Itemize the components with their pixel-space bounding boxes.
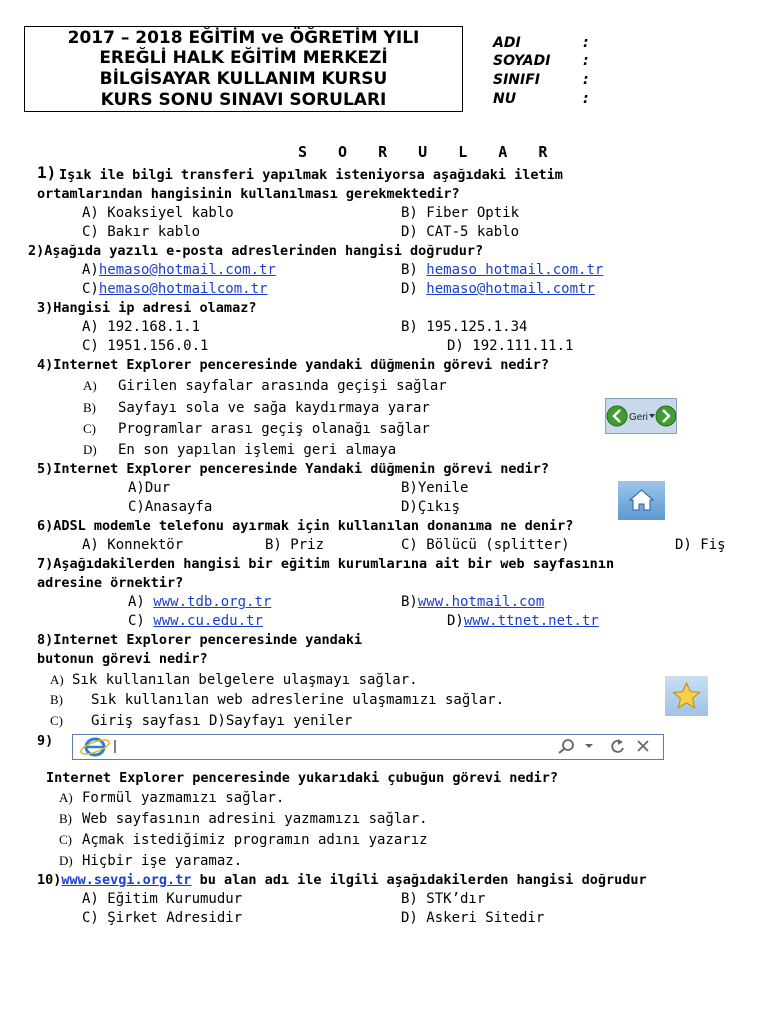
field-number-label: NU [493, 91, 517, 107]
q6-option-d: D) Fiş [675, 537, 726, 553]
q9-option-c: Açmak istediğimiz programın adını yazarız [82, 832, 428, 848]
q8-text-line2: butonun görevi nedir? [37, 651, 208, 667]
q4-a-letter: A) [83, 378, 97, 393]
q10-option-b: B) STK’dır [401, 891, 486, 907]
q4-option-b: Sayfayı sola ve sağa kaydırmaya yarar [118, 400, 430, 416]
q6-option-b: B) Priz [265, 537, 325, 553]
q3-option-a: A) 192.168.1.1 [82, 319, 201, 335]
q7-d-prefix: D) [447, 613, 464, 629]
q10-option-c: C) Şirket Adresidir [82, 910, 243, 926]
q1-text-line2: ortamlarından hangisinin kullanılması gerekmektedir? [37, 186, 460, 202]
q2-option-b [401, 261, 603, 279]
q1-text-line1: Işık ile bilgi transferi yapılmak isteniyorsa aşağıdaki iletim [59, 167, 563, 183]
q2-option-a [82, 261, 276, 279]
q10-question: bu alan adı ile ilgili aşağıdakilerden hangisi doğrudur [191, 872, 647, 888]
q9-a-letter: A) [59, 790, 73, 805]
q2-a-prefix: A) [82, 262, 99, 278]
q2-option-d [401, 280, 595, 298]
field-class-colon: : [583, 72, 589, 88]
q4-c-letter: C) [83, 421, 96, 436]
q4-option-c: Programlar arası geçiş olanağı sağlar [118, 421, 430, 437]
address-bar-image [72, 734, 664, 760]
q5-option-a: A)Dur [128, 480, 171, 496]
q9-option-b: Web sayfasının adresini yazmamızı sağlar. [82, 811, 428, 827]
ie-logo-icon [79, 737, 111, 757]
q1-number: 1) [37, 163, 57, 182]
title-line-4: KURS SONU SINAVI SORULARI [100, 90, 387, 110]
q9-text: Internet Explorer penceresinde yukarıdaki çubuğun görevi nedir? [46, 770, 559, 786]
q6-option-c: C) Bölücü (splitter) [401, 537, 570, 553]
back-arrow-icon [606, 399, 676, 433]
q1-option-c: C) Bakır kablo [82, 224, 201, 240]
q3-option-c: C) 1951.156.0.1 [82, 338, 209, 354]
q9-number: 9) [37, 733, 54, 749]
title-line-2: EREĞLİ HALK EĞİTİM MERKEZİ [99, 48, 388, 68]
q1-option-d: D) CAT-5 kablo [401, 224, 520, 240]
q2-d-prefix: D) [401, 281, 427, 297]
q7-c-prefix: C) [128, 613, 154, 629]
q7-d-link[interactable]: www.ttnet.net.tr [463, 613, 599, 629]
address-bar-graphic [73, 735, 662, 758]
q5-option-c: C)Anasayfa [128, 499, 213, 515]
q7-option-c [128, 612, 263, 630]
q8-text-line1: 8)Internet Explorer penceresinde yandaki [37, 632, 363, 648]
field-number-colon: : [583, 91, 589, 107]
q5-option-b: B)Yenile [401, 480, 469, 496]
home-button-image [618, 481, 665, 520]
favorites-button-image [665, 676, 708, 716]
q4-d-letter: D) [83, 442, 97, 457]
q10-text [37, 871, 647, 889]
q2-b-prefix: B) [401, 262, 427, 278]
q8-a-letter: A) [50, 672, 64, 687]
back-button-label: Geri [629, 412, 648, 423]
q2-option-c [82, 280, 267, 298]
q7-a-prefix: A) [128, 594, 154, 610]
search-icon [559, 740, 573, 753]
field-class-label: SINIFI [493, 72, 540, 88]
title-line-1: 2017 – 2018 EĞİTİM ve ÖĞRETİM YILI [67, 28, 420, 48]
q10-option-d: D) Askeri Sitedir [401, 910, 545, 926]
field-name-colon: : [583, 35, 589, 51]
q7-b-link[interactable]: www.hotmail.com [417, 594, 545, 610]
q10-number: 10) [37, 872, 62, 888]
q4-option-d: En son yapılan işlemi geri almaya [118, 442, 397, 458]
title-line-3: BİLGİSAYAR KULLANIM KURSU [99, 69, 388, 89]
q2-c-prefix: C) [82, 281, 99, 297]
refresh-icon [612, 739, 623, 752]
home-icon [618, 481, 665, 520]
q10-option-a: A) Eğitim Kurumudur [82, 891, 243, 907]
q7-c-link[interactable]: www.cu.edu.tr [153, 613, 263, 629]
q7-option-a [128, 593, 271, 611]
q2-a-link[interactable]: hemaso@hotmail.com.tr [98, 262, 276, 278]
q9-c-letter: C) [59, 832, 72, 847]
q2-text: 2)Aşağıda yazılı e-posta adreslerinden hangisi doğrudur? [28, 243, 484, 259]
q1-option-b: B) Fiber Optik [401, 205, 520, 221]
q7-option-d [447, 612, 599, 630]
q9-option-d: Hiçbir işe yaramaz. [82, 853, 243, 869]
q1-option-a: A) Koaksiyel kablo [82, 205, 234, 221]
q8-c-letter: C) [50, 713, 63, 728]
q3-option-d: D) 192.111.11.1 [447, 338, 574, 354]
back-button-image [605, 398, 677, 434]
star-icon [665, 676, 708, 716]
q7-text-line1: 7)Aşağıdakilerden hangisi bir eğitim kurumlarına ait bir web sayfasının [37, 556, 615, 572]
q8-b-letter: B) [50, 692, 63, 707]
field-surname-label: SOYADI [493, 53, 551, 69]
q6-text: 6)ADSL modemle telefonu ayırmak için kullanılan donanıma ne denir? [37, 518, 574, 534]
q7-a-link[interactable]: www.tdb.org.tr [153, 594, 272, 610]
q7-option-b [401, 593, 544, 611]
q9-b-letter: B) [59, 811, 72, 826]
q3-text: 3)Hangisi ip adresi olamaz? [37, 300, 257, 316]
q9-option-a: Formül yazmamızı sağlar. [82, 790, 285, 806]
q4-option-a: Girilen sayfalar arasında geçişi sağlar [118, 378, 447, 394]
q7-text-line2: adresine örnektir? [37, 575, 184, 591]
q8-option-c: Giriş sayfası D)Sayfayı yeniler [91, 713, 353, 729]
q9-d-letter: D) [59, 853, 73, 868]
field-surname-colon: : [583, 53, 589, 69]
q2-b-link[interactable]: hemaso hotmail.com.tr [426, 262, 604, 278]
dropdown-icon [585, 744, 593, 748]
exam-title-box [24, 26, 463, 112]
q8-option-b: Sık kullanılan web adreslerine ulaşmamızı sağlar. [91, 692, 505, 708]
q8-option-a: Sık kullanılan belgelere ulaşmayı sağlar. [72, 672, 418, 688]
q3-option-b: B) 195.125.1.34 [401, 319, 528, 335]
q7-b-prefix: B) [401, 594, 418, 610]
q6-option-a: A) Konnektör [82, 537, 184, 553]
q5-option-d: D)Çıkış [401, 499, 461, 515]
q10-link[interactable]: www.sevgi.org.tr [61, 872, 192, 888]
q4-b-letter: B) [83, 400, 96, 415]
q4-text: 4)Internet Explorer penceresinde yandaki düğmenin görevi nedir? [37, 357, 550, 373]
q2-c-link[interactable]: hemaso@hotmailcom.tr [98, 281, 268, 297]
field-name-label: ADI [493, 35, 521, 51]
close-icon [638, 741, 648, 751]
q5-text: 5)Internet Explorer penceresinde Yandaki düğmenin görevi nedir? [37, 461, 550, 477]
section-title: S O R U L A R [298, 143, 559, 161]
q2-d-link[interactable]: hemaso@hotmail.comtr [426, 281, 595, 297]
